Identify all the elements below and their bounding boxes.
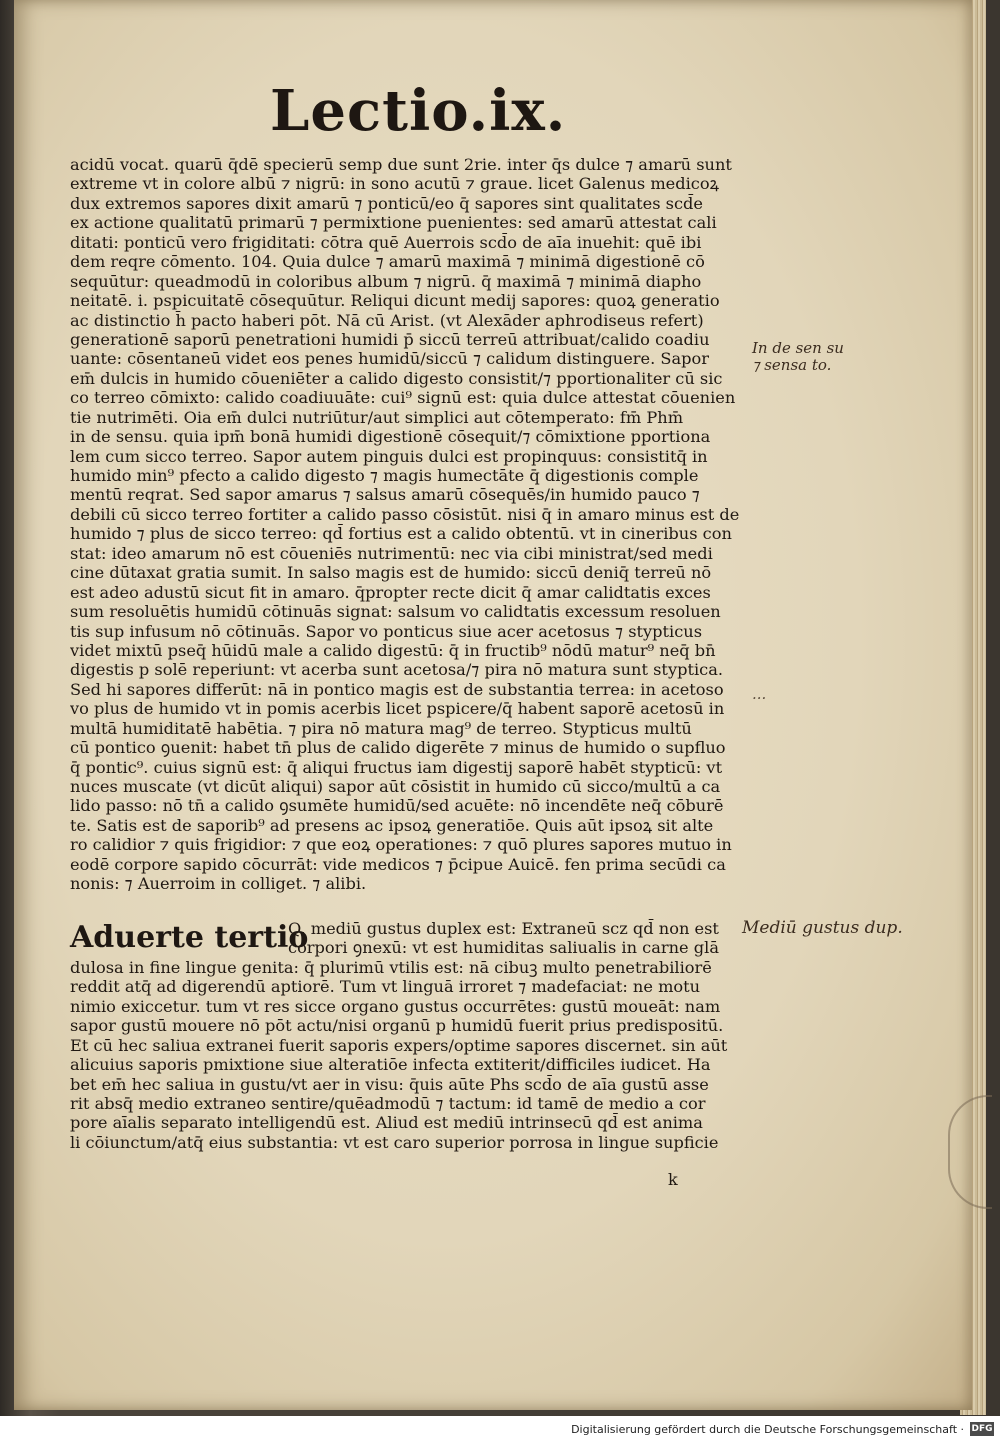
text-line: rit absq̄ medio extraneo sentire/quēadmodū ⁊ tactum: id tamē de medio a cor xyxy=(70,1093,706,1113)
text-line: est adeo adustū sicut fit in amaro. q̄propter recte dicit q̄ amar calidtatis exces xyxy=(70,582,711,602)
text-line: bet em̄ hec saliua in gustu/vt aer in visu: q̄uis aūte Phs scd̄o de aīa gustū asse xyxy=(70,1074,709,1094)
text-line: te. Satis est de saporib⁹ ad presens ac ipsoꝝ generatiōe. Quis aūt ipsoꝝ sit alte xyxy=(70,815,714,835)
margin-note: ... xyxy=(752,685,767,703)
text-line: in de sensu. quia ipm̄ bonā humidi digestionē cōsequit/⁊ cōmixtione pportiona xyxy=(70,427,711,447)
text-line: sequūtur: queadmodū in coloribus album ⁊ nigrū. q̄ maximā ⁊ minimā diapho xyxy=(70,271,702,291)
funding-notice: Digitalisierung gefördert durch die Deutsche Forschungsgemeinschaft · xyxy=(571,1423,964,1436)
text-line: cū pontico ꝯuenit: habet tn̄ plus de calido digerēte ⁊ minus de humido o supfluo xyxy=(70,738,726,758)
text-line: tis sup infusum nō cōtinuās. Sapor vo ponticus siue acer acetosus ⁊ stypticus xyxy=(70,621,703,641)
text-line: reddit atq̄ ad digerendū aptiorē. Tum vt linguā irroret ⁊ madefaciat: ne motu xyxy=(70,977,701,997)
text-line: dulosa in fine lingue genita: q̄ plurimū vtilis est: nā cibuꝫ multo penetrabiliorē xyxy=(70,957,712,977)
text-line: Et cū hec saliua extranei fuerit saporis expers/optime sapores discernet. sin aūt xyxy=(70,1035,728,1055)
section-text xyxy=(70,919,760,1152)
text-line: dem reqre cōmento. 104. Quia dulce ⁊ amarū maximā ⁊ minimā digestionē cō xyxy=(70,252,705,272)
page-header: Lectio.ix. xyxy=(270,78,567,144)
margin-note: In de sen su ⁊ sensa to. xyxy=(752,339,844,374)
text-line: corpori ꝯnexū: vt est humiditas saliualis in carne glā xyxy=(288,938,719,958)
text-line: eodē corpore sapido cōcurrāt: vide medicos ⁊ p̄cipue Auicē. fen prima secūdi ca xyxy=(70,854,726,874)
text-line: tie nutrimēti. Oia em̄ dulci nutriūtur/aut simplici aut cōtemperato: fm̄ Phm̄ xyxy=(70,407,684,427)
text-line: ditati: ponticū vero frigiditati: cōtra quē Auerrois scd̄o de aīa inuehit: quē ibi xyxy=(70,232,702,252)
text-line: lido passo: nō tn̄ a calido ꝯsumēte humidū/sed acuēte: nō incendēte neq̄ cōburē xyxy=(70,796,724,816)
text-line: ac distinctio h̄ pacto haberi pōt. Nā cū Arist. (vt Alexāder aphrodiseus refert) xyxy=(70,310,704,330)
text-line: nonis: ⁊ Auerroim in colliget. ⁊ alibi. xyxy=(70,874,367,894)
text-line: multā humiditatē habētia. ⁊ pira nō matura mag⁹ de terreo. Stypticus multū xyxy=(70,718,692,738)
text-line: dux extremos sapores dixit amarū ⁊ ponticū/eo q̄ sapores sint qualitates scd̄e xyxy=(70,193,703,213)
text-line: alicuius saporis pmixtione siue alteratiōe infecta extiterit/difficiles iudicet. Ha xyxy=(70,1055,711,1075)
text-line: mentū reqrat. Sed sapor amarus ⁊ salsus amarū cōsequēs/in humido pauco ⁊ xyxy=(70,485,700,505)
body-text xyxy=(70,155,760,894)
signature-mark: k xyxy=(668,1170,678,1189)
text-line: li cōiunctum/atq̄ eius substantia: vt est caro superior porrosa in lingue supficie xyxy=(70,1132,719,1152)
text-line: acidū vocat. quarū q̄dē specierū semp due sunt 2rie. inter q̄s dulce ⁊ amarū sunt xyxy=(70,155,732,174)
text-line: neitatē. i. pspicuitatē cōsequūtur. Reliqui dicunt medij sapores: quoꝝ generatio xyxy=(70,291,720,311)
footer-bar xyxy=(0,1416,1000,1443)
section-heading: Aduerte tertio xyxy=(70,920,309,955)
clip-mark xyxy=(948,1095,992,1209)
text-line: Q, mediū gustus duplex est: Extraneū scz qd̄ non est xyxy=(288,919,719,938)
text-line: debili cū sicco terreo fortiter a calido passo cōsistūt. nisi q̄ in amaro minus est de xyxy=(70,504,740,524)
text-line: ex actione qualitatū primarū ⁊ permixtione puenientes: sed amarū attestat cali xyxy=(70,213,717,233)
text-line: videt mixtū pseq̄ hūidū male a calido digestū: q̄ in fructib⁹ nōdū matur⁹ neq̄ bn̄ xyxy=(70,640,716,660)
margin-note: Mediū gustus dup. xyxy=(742,918,903,938)
dfg-logo: DFG xyxy=(971,1424,993,1434)
text-line: nuces muscate (vt dicūt aliqui) sapor aūt cōsistit in humido cū sicco/multū a ca xyxy=(70,777,721,796)
text-line: sapor gustū mouere nō pōt actu/nisi organū p humidū fuerit prius predispositū. xyxy=(70,1016,724,1036)
text-line: sum resoluētis humidū cōtinuās signat: salsum vo calidtatis excessum resoluen xyxy=(70,602,721,622)
text-line: stat: ideo amarum nō est cōueniēs nutrimentū: nec via cibi ministrat/sed medi xyxy=(70,543,713,563)
text-line: uante: cōsentaneū videt eos penes humidū/siccū ⁊ calidum distinguere. Sapor xyxy=(70,349,710,369)
text-line: co terreo cōmixto: calido coadiuuāte: cui⁹ signū est: quia dulce attestat cōuenien xyxy=(70,388,736,408)
text-line: generationē saporū penetrationi humidi p̄ siccū terreū attribuat/calido coadiu xyxy=(70,329,710,349)
text-line: nimio exiccetur. tum vt res sicce organo gustus occurrētes: gustū moueāt: nam xyxy=(70,996,721,1016)
text-line: lem cum sicco terreo. Sapor autem pinguis dulci est propinquus: consistitq̄ in xyxy=(70,446,708,466)
text-line: vo plus de humido vt in pomis acerbis licet pspicere/q̄ habent saporē acetosū in xyxy=(70,699,725,719)
text-line: q̄ pontic⁹. cuius signū est: q̄ aliqui fructus iam digestij saporē habēt stypticū: vt xyxy=(70,757,723,777)
text-line: extreme vt in colore albū ⁊ nigrū: in sono acutū ⁊ graue. licet Galenus medicoꝝ xyxy=(70,174,719,194)
text-line: em̄ dulcis in humido cōueniēter a calido digesto consistit/⁊ pportionaliter cū sic xyxy=(70,368,723,388)
text-line: cine dūtaxat gratia sumit. In salso magis est de humido: siccū deniq̄ terreū nō xyxy=(70,563,712,583)
text-line: ro calidior ⁊ quis frigidior: ⁊ que eoꝝ operationes: ⁊ quō plures sapores mutuo in xyxy=(70,835,732,855)
text-line: Sed hi sapores differūt: nā in pontico magis est de substantia terrea: in acetoso xyxy=(70,679,724,699)
text-line: humido ⁊ plus de sicco terreo: qd̄ fortius est a calido obtentū. vt in cineribus con xyxy=(70,524,732,544)
text-line: pore aīalis separato intelligendū est. Aliud est mediū intrinsecū qd̄ est anima xyxy=(70,1113,703,1133)
text-line: digestis p solē reperiunt: vt acerba sunt acetosa/⁊ pira nō matura sunt styptica. xyxy=(70,660,723,680)
text-line: humido min⁹ pfecto a calido digesto ⁊ magis humectāte q̄ digestionis comple xyxy=(70,466,699,485)
